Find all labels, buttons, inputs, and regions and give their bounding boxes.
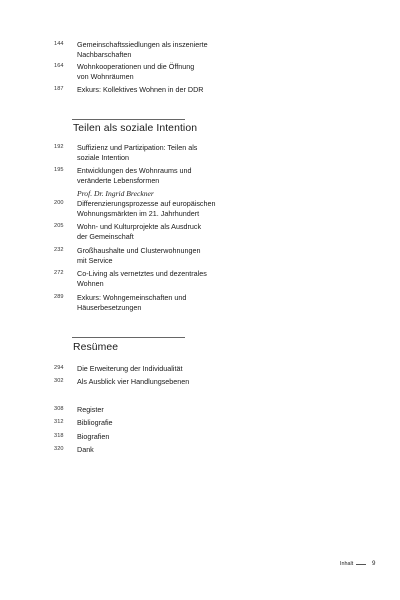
page-number: 164 <box>54 63 64 69</box>
author-name: Prof. Dr. Ingrid Breckner <box>77 189 154 198</box>
page-number: 289 <box>54 294 64 300</box>
page-number: 187 <box>54 86 64 92</box>
folio-page-number: 9 <box>372 560 376 567</box>
page-number: 308 <box>54 406 64 412</box>
entry-title: Exkurs: Kollektives Wohnen in der DDR <box>77 85 204 94</box>
page-number: 302 <box>54 378 64 384</box>
entry-title: Entwicklungen des Wohnraums und veränderte Lebensformen <box>77 166 192 185</box>
entry-title: Register <box>77 405 104 414</box>
page-number: 200 <box>54 200 64 206</box>
entry-title: Wohn- und Kulturprojekte als Ausdruck der Gemeinschaft <box>77 222 202 241</box>
entry-title: Gemeinschaftssiedlungen als inszenierte Nachbarschaften <box>77 40 208 59</box>
section-divider <box>72 337 185 338</box>
entry-title: Biografien <box>77 432 110 441</box>
page-number: 232 <box>54 247 64 253</box>
page-number: 318 <box>54 433 64 439</box>
page-number: 312 <box>54 419 64 425</box>
entry-title: Dank <box>77 445 94 454</box>
page-number: 195 <box>54 167 64 173</box>
page-number: 294 <box>54 365 64 371</box>
entry-title: Als Ausblick vier Handlungsebenen <box>77 377 190 386</box>
entry-title: Exkurs: Wohngemeinschaften und Häuserbesetzungen <box>77 293 187 312</box>
footer-divider <box>356 564 366 565</box>
entry-title: Die Erweiterung der Individualität <box>77 364 183 373</box>
entry-title: Wohnkooperationen und die Öffnung von Wohnräumen <box>77 62 195 81</box>
section-divider <box>72 119 185 120</box>
entry-title: Suffizienz und Partizipation: Teilen als soziale Intention <box>77 143 198 162</box>
entry-title: Differenzierungsprozesse auf europäischen Wohnungsmärkten im 21. Jahrhundert <box>77 199 216 218</box>
page-number: 272 <box>54 270 64 276</box>
section-heading: Teilen als soziale Intention <box>73 123 198 134</box>
page-number: 192 <box>54 144 64 150</box>
section-heading: Resümee <box>73 342 119 353</box>
entry-title: Bibliografie <box>77 418 113 427</box>
page-number: 205 <box>54 223 64 229</box>
running-footer-label: Inhalt <box>340 561 354 567</box>
entry-title: Co-Living als vernetztes und dezentrales Wohnen <box>77 269 207 288</box>
page-number: 320 <box>54 446 64 452</box>
page-number: 144 <box>54 41 64 47</box>
entry-title: Großhaushalte und Clusterwohnungen mit Service <box>77 246 201 265</box>
